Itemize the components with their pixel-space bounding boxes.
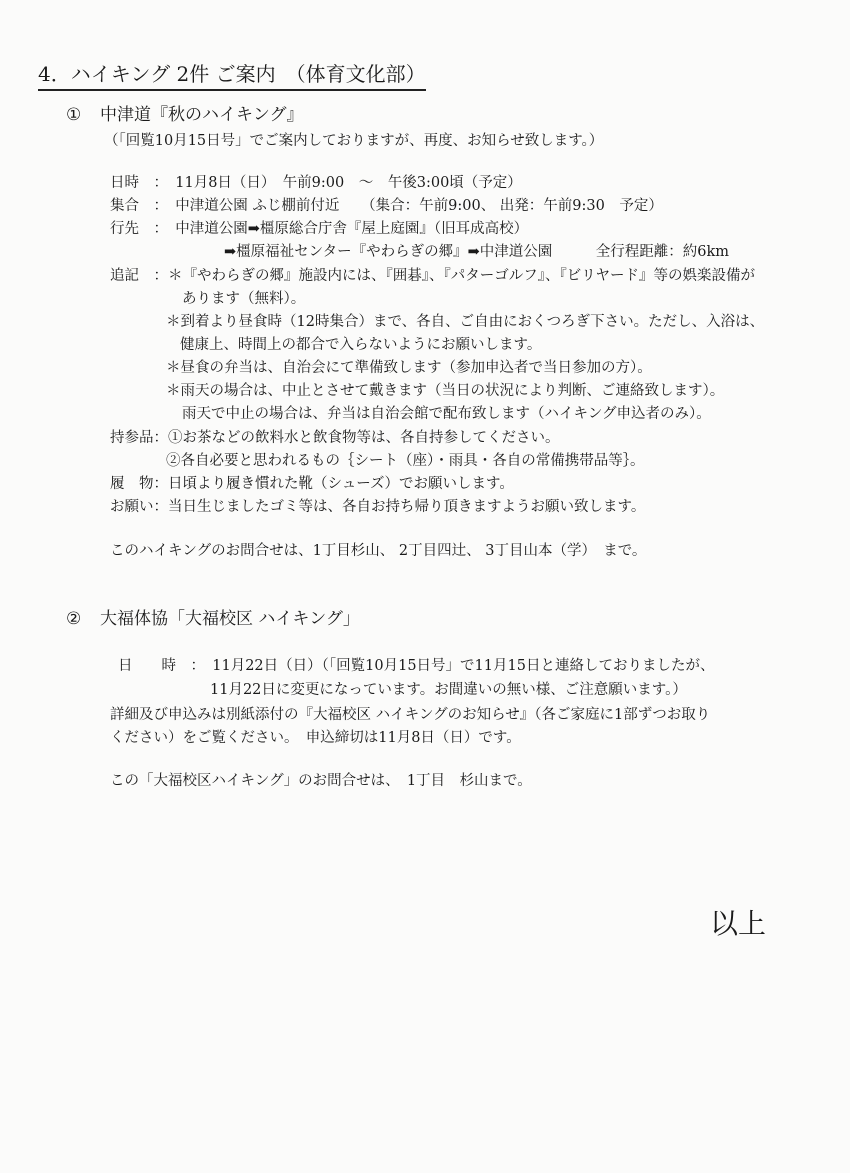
section1-destination: 行先 ： 中津道公園➡橿原総合庁舎『屋上庭園』（旧耳成高校）: [110, 221, 529, 237]
section1-request: お願い：当日生じましたゴミ等は、各自お持ち帰り頂きますようお願い致します。: [110, 499, 646, 515]
section1-note-line: あります（無料）。: [182, 291, 306, 307]
section1-meeting: 集合 ： 中津道公園 ふじ棚前付近 （集合：午前9:00、 出発：午前9:30 予定）: [110, 198, 663, 214]
closing-mark: 以上: [710, 907, 767, 940]
section2-contact: この「大福校区ハイキング」のお問合せは、 1丁目 杉山まで。: [110, 773, 532, 789]
section1-note-line: ＊昼食の弁当は、自治会にて準備致します（参加申込者で当日参加の方）。: [166, 360, 652, 376]
section1-note-line: 追記 ：＊『やわらぎの郷』施設内には、『囲碁』、『パターゴルフ』、『ビリヤード』等の娯楽設備が: [110, 268, 755, 284]
section2-detail-cont: ください）をご覧ください。 申込締切は11月8日（日）です。: [110, 730, 521, 746]
section1-note-line: ＊雨天の場合は、中止とさせて戴きます（当日の状況により判断、ご連絡致します）。: [166, 383, 725, 399]
section1-shoes: 履 物：日頃より履き慣れた靴（シューズ）でお願いします。: [110, 476, 514, 492]
section2-title: 大福体協「大福校区 ハイキング」: [100, 609, 360, 629]
section1-note-line: 健康上、時間上の都合で入らないようにお願いします。: [180, 337, 542, 353]
section1-number: ①: [66, 105, 82, 125]
section1-items-cont: ②各自必要と思われるもの｛シート（座）・雨具・各自の常備携帯品等｝。: [166, 453, 645, 469]
section1-title: 中津道『秋のハイキング』: [100, 105, 304, 125]
section1-note-line: 雨天で中止の場合は、弁当は自治会館で配布致します（ハイキング申込者のみ）。: [182, 406, 711, 422]
section2-date-cont: 11月22日に変更になっています。お間違いの無い様、ご注意願います。）: [210, 682, 687, 698]
section1-note-line: ＊到着より昼食時（12時集合）まで、各自、ご自由におくつろぎ下さい。ただし、入浴は、: [166, 314, 765, 330]
section2-number: ②: [66, 609, 82, 629]
section1-date: 日時 ： 11月8日（日） 午前9:00 ～ 午後3:00頃（予定）: [110, 175, 522, 191]
section1-items: 持参品：①お茶などの飲料水と飲食物等は、各自持参してください。: [110, 430, 560, 446]
section2-date: 日 時 ： 11月22日（日）（「回覧10月15日号」で11月15日と連絡しておりましたが、: [118, 658, 715, 674]
section1-note: （「回覧10月15日号」でご案内しておりますが、再度、お知らせ致します。）: [104, 133, 604, 149]
section2-detail: 詳細及び申込みは別紙添付の『大福校区 ハイキングのお知らせ』（各ご家庭に1部ずつお取り: [110, 707, 711, 723]
page-heading: 4．ハイキング 2件 ご案内 （体育文化部）: [38, 58, 426, 91]
section1-destination-cont: ➡橿原福祉センター『やわらぎの郷』➡中津道公園 全行程距離：約6km: [224, 244, 729, 260]
section1-contact: このハイキングのお問合せは、1丁目杉山、 2丁目四辻、 3丁目山本（学） まで。: [110, 543, 647, 559]
